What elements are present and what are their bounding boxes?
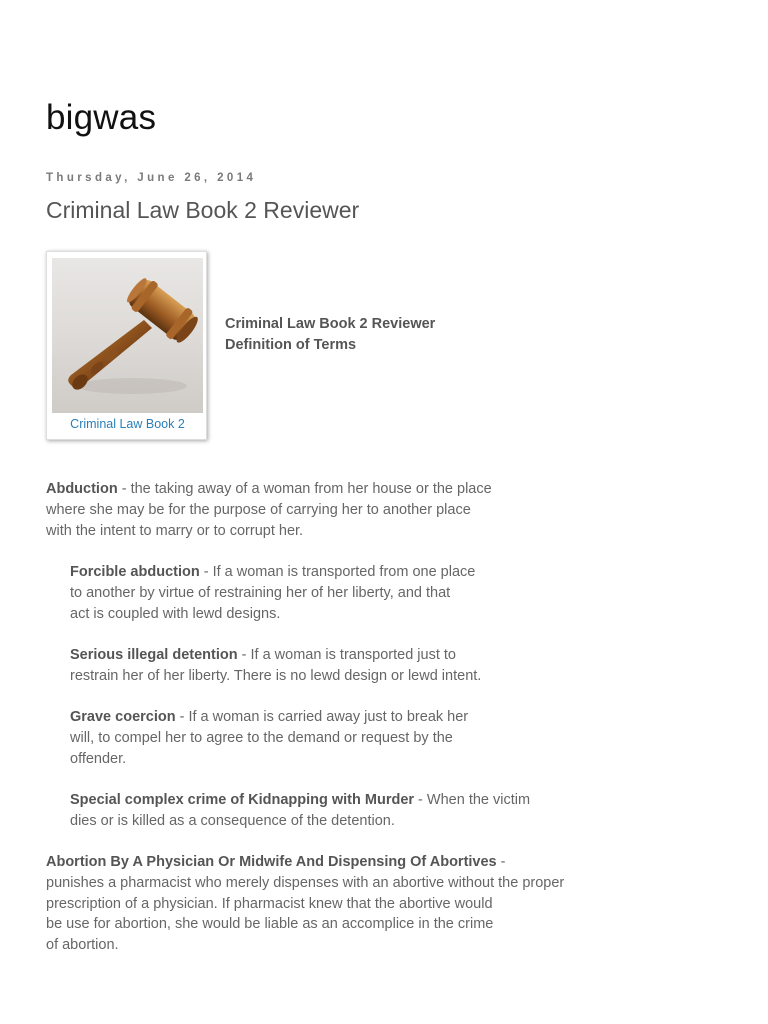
- post-date: Thursday, June 26, 2014: [46, 172, 257, 184]
- intro-subtitle: Definition of Terms: [225, 336, 357, 353]
- blog-title[interactable]: bigwas: [46, 98, 157, 137]
- term-line: restrain her of her liberty. There is no lewd design or lewd intent.: [70, 667, 482, 684]
- term-line: where she may be for the purpose of carrying her to another place: [46, 501, 471, 518]
- term-line: act is coupled with lewd designs.: [70, 605, 281, 622]
- term-name: Grave coercion: [70, 709, 176, 725]
- term-line: to another by virtue of restraining her of her liberty, and that: [70, 584, 451, 601]
- term-kidnapping-with-murder: [70, 790, 590, 832]
- term-name: Serious illegal detention: [70, 647, 238, 663]
- term-line: If a woman is transported from one place: [212, 564, 476, 580]
- gavel-image[interactable]: [52, 258, 203, 413]
- term-name: Forcible abduction: [70, 564, 200, 580]
- term-name: Abduction: [46, 481, 118, 497]
- term-line: the taking away of a woman from her house or the place: [130, 481, 492, 497]
- term-abortion-by-physician: [46, 852, 646, 956]
- term-separator: -: [496, 854, 506, 870]
- term-line: offender.: [70, 750, 127, 767]
- gavel-icon: [52, 258, 203, 413]
- term-name: Special complex crime of Kidnapping with Murder: [70, 792, 415, 808]
- term-separator: -: [117, 481, 131, 497]
- intro-block: [225, 314, 435, 355]
- term-line: prescription of a physician. If pharmacist knew that the abortive would: [46, 895, 493, 912]
- term-serious-illegal-detention: [70, 645, 550, 687]
- term-line: dies or is killed as a consequence of the detention.: [70, 812, 395, 829]
- post-title[interactable]: Criminal Law Book 2 Reviewer: [46, 197, 360, 223]
- term-line: If a woman is carried away just to break her: [188, 709, 469, 725]
- term-line: punishes a pharmacist who merely dispenses with an abortive without the proper: [46, 874, 565, 891]
- term-grave-coercion: [70, 707, 530, 769]
- term-separator: -: [414, 792, 427, 808]
- term-line: When the victim: [426, 792, 531, 808]
- image-card: [46, 251, 207, 440]
- term-separator: -: [237, 647, 251, 663]
- term-separator: -: [175, 709, 189, 725]
- term-line: If a woman is transported just to: [250, 647, 456, 663]
- term-line: will, to compel her to agree to the demand or request by the: [70, 729, 453, 746]
- term-line: be use for abortion, she would be liable as an accomplice in the crime: [46, 916, 494, 933]
- image-caption-link[interactable]: Criminal Law Book 2: [70, 417, 185, 431]
- term-separator: -: [199, 564, 213, 580]
- term-line: with the intent to marry or to corrupt her.: [46, 522, 304, 539]
- term-name: Abortion By A Physician Or Midwife And Dispensing Of Abortives: [46, 854, 497, 870]
- term-line: of abortion.: [46, 937, 119, 954]
- intro-title: Criminal Law Book 2 Reviewer: [225, 316, 436, 332]
- term-forcible-abduction: [70, 562, 540, 624]
- term-abduction: [46, 479, 566, 541]
